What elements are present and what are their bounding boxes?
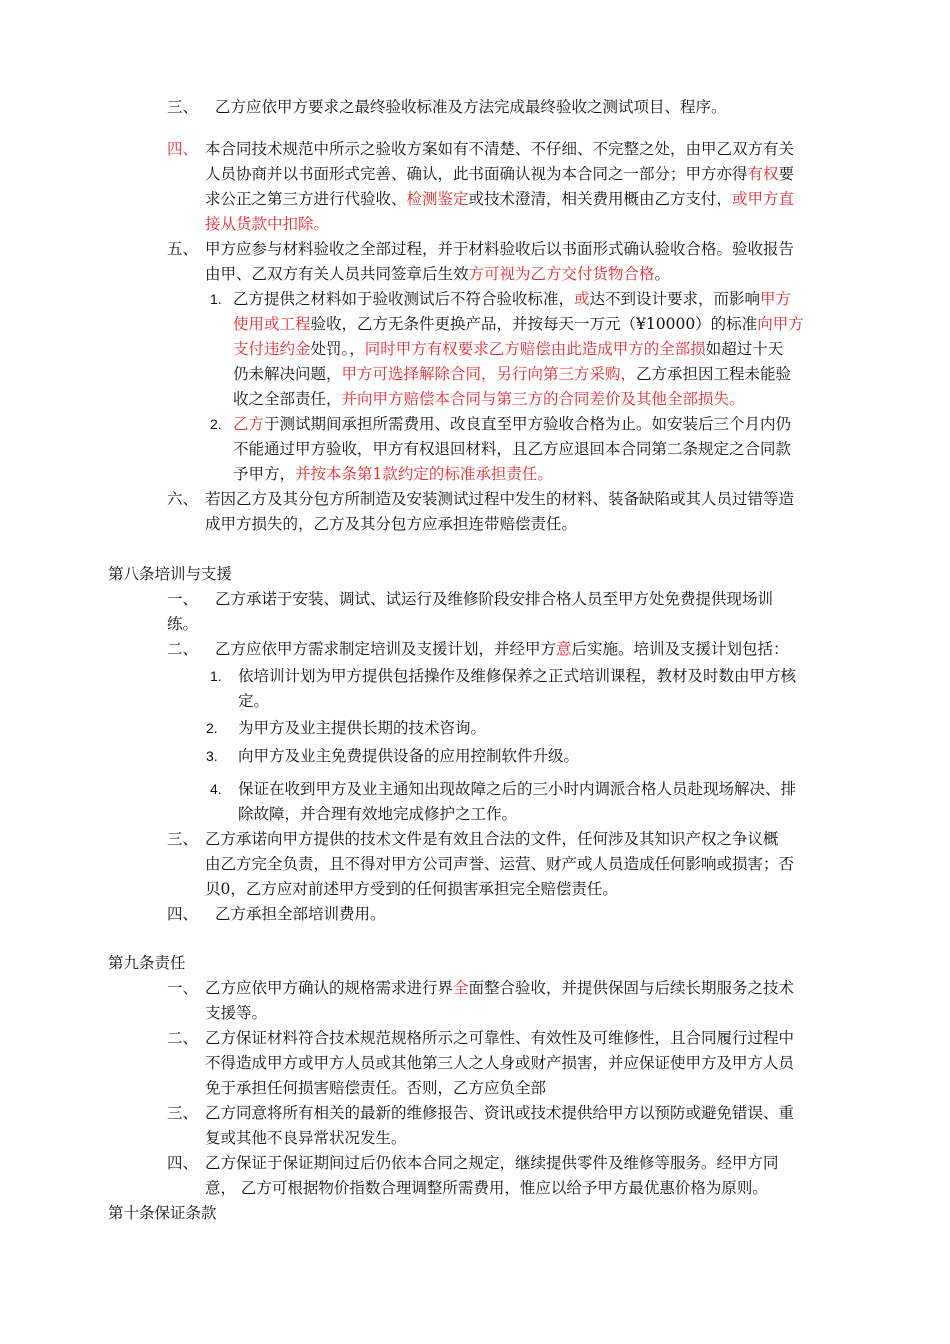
body-text: 本合同技术规范中所示之验收方案如有不清楚、不仔细、不完整之处，由甲乙双方有关 xyxy=(205,140,795,158)
body-text: 予甲方， xyxy=(233,465,296,483)
item-line xyxy=(205,211,329,237)
item-line xyxy=(205,1125,407,1151)
body-text: 处罚。， xyxy=(310,340,365,358)
highlighted-text: 甲方 xyxy=(760,290,792,308)
highlighted-text: 接从货款中扣除。 xyxy=(205,215,330,233)
highlighted-text: 乙方 xyxy=(233,415,265,433)
highlighted-text: 并向甲方赔偿本合同与第三方的合同差价及其他全部损失。 xyxy=(341,390,745,408)
body-text: 依培训计划为甲方提供包括操作及维修保养之正式培训课程，教材及时数由甲方核 xyxy=(238,667,797,685)
body-text: 乙方应依甲方要求之最终验收标准及方法完成最终验收之测试项目、程序。 xyxy=(215,98,727,116)
sub-item-number: 2. xyxy=(210,416,222,432)
sub-item-line xyxy=(233,286,791,312)
body-text: 收之全部责任， xyxy=(233,390,342,408)
body-text: 乙方承诺于安装、调试、试运行及维修阶段安排合格人员至甲方处免费提供现场训 xyxy=(215,590,774,608)
highlighted-text: 全 xyxy=(453,979,469,997)
body-text: 免于承担任何损害赔偿责任。否则，乙方应负全部 xyxy=(205,1079,547,1097)
body-text: 要 xyxy=(778,165,795,183)
body-text: 乙方承诺向甲方提供的技术文件是有效且合法的文件，任何涉及其知识产权之争议概 xyxy=(205,830,779,848)
item-line xyxy=(205,1100,794,1126)
item-line xyxy=(205,1075,546,1101)
body-text: 仍未解决问题， xyxy=(233,365,342,383)
item-line xyxy=(205,236,794,262)
body-text: 后实施。培训及支援计划包括： xyxy=(571,640,789,658)
item-number: 一、 xyxy=(167,979,199,997)
item-line xyxy=(215,636,789,662)
body-text: 若因乙方及其分包方所制造及安装测试过程中发生的材料、装备缺陷或其人员过错等造 xyxy=(205,490,795,508)
item-number: 三、 xyxy=(167,98,199,116)
item-line xyxy=(215,586,773,612)
body-text: 不得造成甲方或甲方人员或其他第三人之人身或财产损害，并应保证使甲方及甲方人员 xyxy=(205,1054,795,1072)
body-text: 乙方承担全部培训费用。 xyxy=(215,905,386,923)
item-line xyxy=(205,876,618,902)
body-text: 乙方同意将所有相关的最新的维修报告、资讯或技术提供给甲方以预防或避免错误、重 xyxy=(205,1104,795,1122)
highlighted-text: 甲方可选择解除合同，另行向第三方采购， xyxy=(341,365,637,383)
item-line xyxy=(205,136,794,162)
body-text: 支援等。 xyxy=(205,1004,268,1022)
item-line xyxy=(205,486,794,512)
body-text: 由甲、乙双方有关人员共同签章后生效 xyxy=(205,265,469,283)
highlighted-text: 检测鉴定 xyxy=(406,190,469,208)
body-text: 于测试期间承担所需费用、改良直至甲方验收合格为止。如安装后三个月内仍 xyxy=(264,415,792,433)
sub-item-line xyxy=(238,776,796,802)
body-text: 定。 xyxy=(238,692,270,710)
body-text: 乙方承担因工程未能验 xyxy=(636,365,792,383)
body-text: 乙方保证材料符合技术规范规格所示之可靠性、有效性及可维修性，且合同履行过程中 xyxy=(205,1029,795,1047)
highlighted-text: 并按本条第1款约定的标准承担责任。 xyxy=(295,465,553,483)
body-text: 成甲方损失的，乙方及其分包方应承担连带赔偿责任。 xyxy=(205,515,578,533)
item-number: 三、 xyxy=(167,1104,199,1122)
body-text: 乙方应依甲方确认的规格需求进行界 xyxy=(205,979,454,997)
item-line xyxy=(205,826,779,852)
article-10-heading: 第十条保证条款 xyxy=(108,1204,217,1222)
body-text: 贝0，乙方应对前述甲方受到的任何损害承担完全赔偿责任。 xyxy=(205,880,618,898)
body-text: 除故障，并合理有效地完成修护之工作。 xyxy=(238,805,518,823)
article-9-heading: 第九条责任 xyxy=(108,954,186,972)
body-text: 面整合验收，并提供保固与后续长期服务之技术 xyxy=(468,979,795,997)
article-8-heading: 第八条培训与支援 xyxy=(108,565,233,583)
item-line xyxy=(205,1175,768,1201)
item-line xyxy=(205,1150,779,1176)
item-number: 四、 xyxy=(167,140,199,158)
body-text: 向甲方及业主免费提供设备的应用控制软件升级。 xyxy=(238,747,580,765)
item-line xyxy=(205,511,577,537)
body-text: 练。 xyxy=(167,615,199,633)
item-line xyxy=(205,1025,794,1051)
sub-item-line xyxy=(233,361,791,387)
sub-item-line xyxy=(233,311,804,337)
highlighted-text: 向甲方 xyxy=(757,315,804,333)
body-text: 乙方应依甲方需求制定培训及支援计划，并经甲方 xyxy=(215,640,557,658)
body-text: 不能通过甲方验收，甲方有权退回材料，且乙方应退回本合同第二条规定之合同款 xyxy=(233,440,792,458)
highlighted-text: 或 xyxy=(574,290,590,308)
item-number: 五、 xyxy=(167,240,199,258)
body-text: 意， 乙方可根据物价指数合理调整所需费用，惟应以给予甲方最优惠价格为原则。 xyxy=(205,1179,768,1197)
sub-item-number: 4. xyxy=(210,781,222,797)
sub-item-line xyxy=(238,688,269,714)
highlighted-text: 或甲方直 xyxy=(732,190,795,208)
sub-item-number: 2. xyxy=(206,720,218,736)
sub-item-number: 3. xyxy=(206,748,218,764)
sub-item-line xyxy=(238,801,517,827)
highlighted-text: 意 xyxy=(556,640,572,658)
body-text: 人员协商并以书面形式完善、确认，此书面确认视为本合同之一部分；甲方亦得 xyxy=(205,165,748,183)
sub-item-line xyxy=(238,743,579,769)
body-text: 如超过十天 xyxy=(705,340,784,358)
sub-item-line xyxy=(238,663,796,689)
sub-item-number: 1. xyxy=(210,668,222,684)
body-text: 为甲方及业主提供长期的技术咨询。 xyxy=(238,719,487,737)
sub-item-number: 1. xyxy=(210,291,222,307)
item-line xyxy=(167,611,198,637)
highlighted-text: 使用或工程 xyxy=(233,315,311,333)
sub-item-line xyxy=(233,436,791,462)
item-number: 一、 xyxy=(167,590,199,608)
sub-item-line xyxy=(233,386,745,412)
item-number: 四、 xyxy=(167,1154,199,1172)
body-text: 乙方提供之材料如于验收测试后不符合验收标准， xyxy=(233,290,575,308)
item-number: 二、 xyxy=(167,1029,199,1047)
body-text: 由乙方完全负责，且不得对甲方公司声誉、运营、财产或人员造成任何影响或损害；否 xyxy=(205,855,795,873)
body-text: 乙方保证于保证期间过后仍依本合同之规定，继续提供零件及维修等服务。经甲方同 xyxy=(205,1154,779,1172)
sub-item-line xyxy=(233,336,783,362)
item-line xyxy=(215,901,386,927)
highlighted-text: 方可视为乙方交付货物合格 xyxy=(468,265,655,283)
item-number: 四、 xyxy=(167,905,199,923)
body-text: 复或其他不良异常状况发生。 xyxy=(205,1129,407,1147)
body-text: 或技术澄清，相关费用概由乙方支付， xyxy=(468,190,733,208)
body-text: 验收，乙方无条件更换产品，并按每天一万元（¥10000）的标准 xyxy=(310,315,758,333)
body-text: 保证在收到甲方及业主通知出现故障之后的三小时内调派合格人员赴现场解决、排 xyxy=(238,780,797,798)
item-number: 三、 xyxy=(167,830,199,848)
item-line xyxy=(205,1050,794,1076)
item-line xyxy=(205,975,794,1001)
body-text: 。 xyxy=(654,265,671,283)
highlighted-text: 支付违约金 xyxy=(233,340,311,358)
body-text: 求公正之第三方进行代验收、 xyxy=(205,190,407,208)
item-line xyxy=(205,161,794,187)
sub-item-line xyxy=(238,715,486,741)
sub-item-line xyxy=(233,411,791,437)
item-line xyxy=(205,261,670,287)
highlighted-text: 同时甲方有权要求乙方赔偿由此造成甲方的全部损 xyxy=(364,340,706,358)
body-text: 甲方应参与材料验收之全部过程，并于材料验收后以书面形式确认验收合格。验收报告 xyxy=(205,240,795,258)
item-number: 二、 xyxy=(167,640,199,658)
item-number: 六、 xyxy=(167,490,199,508)
highlighted-text: 有权 xyxy=(747,165,779,183)
body-text: 达不到设计要求，而影响 xyxy=(589,290,761,308)
item-line xyxy=(205,1000,267,1026)
item-line xyxy=(215,94,727,120)
item-line xyxy=(205,186,794,212)
item-line xyxy=(205,851,794,877)
sub-item-line xyxy=(233,461,553,487)
